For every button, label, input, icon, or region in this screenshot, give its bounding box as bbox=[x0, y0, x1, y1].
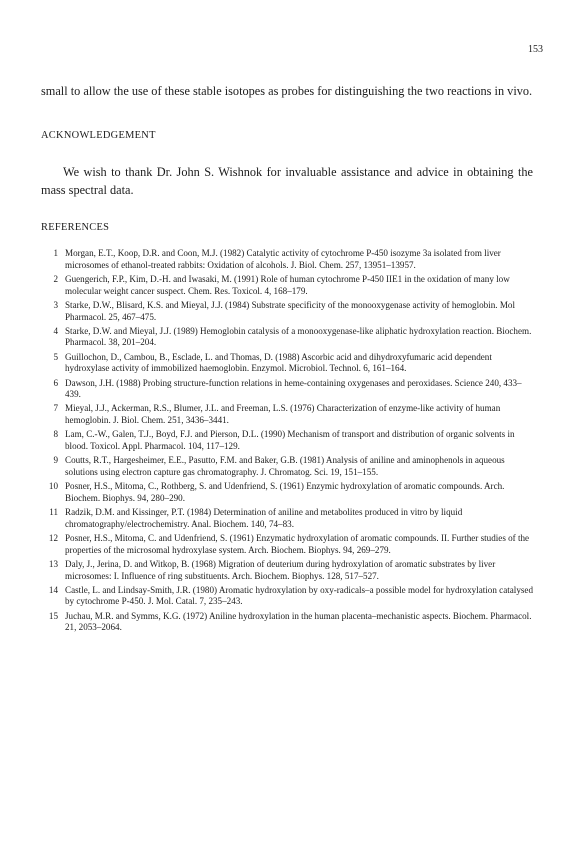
reference-number: 8 bbox=[53, 429, 58, 440]
reference-number: 15 bbox=[48, 610, 58, 621]
reference-item-5 bbox=[41, 352, 535, 375]
reference-item-7 bbox=[41, 403, 535, 426]
reference-text: Posner, H.S., Mitoma, C. and Udenfriend, S. (1961) Enzymatic hydroxylation of aromatic compounds. II. Further studies of the properties of the microsomal hydroxylase system. Arch. Biochem. Biophys. 94, 269–279. bbox=[65, 532, 530, 555]
reference-text: Daly, J., Jerina, D. and Witkop, B. (1968) Migration of deuterium during hydroxylation of aromatic substrates by liver microsomes: I. Influence of ring substituents. Arch. Biochem. Biophys. 128, 517–527. bbox=[65, 558, 496, 581]
reference-text: Morgan, E.T., Koop, D.R. and Coon, M.J. (1982) Catalytic activity of cytochrome P-450 isozyme 3a isolated from liver microsomes of ethanol-treated rabbits: Oxidation of alcohols. J. Biol. Chem. 257, 13951–13957. bbox=[65, 248, 501, 270]
reference-list bbox=[41, 248, 535, 637]
reference-number: 5 bbox=[53, 351, 58, 362]
reference-number: 13 bbox=[48, 558, 58, 569]
reference-text: Posner, H.S., Mitoma, C., Rothberg, S. and Udenfriend, S. (1961) Enzymic hydroxylation of aromatic compounds. Arch. Biochem. Biophys. 94, 280–290. bbox=[65, 481, 505, 503]
reference-number: 10 bbox=[48, 481, 58, 492]
reference-text: Starke, D.W. and Mieyal, J.J. (1989) Hemoglobin catalysis of a monooxygenase-like aliphatic hydroxylation reaction. Biochem. Pharmacol. 38, 201–204. bbox=[65, 325, 532, 348]
reference-item-1 bbox=[41, 248, 535, 271]
reference-item-15 bbox=[41, 611, 535, 634]
reference-number: 1 bbox=[53, 248, 58, 258]
acknowledgement-text: We wish to thank Dr. John S. Wishnok for invaluable assistance and advice in obtaining the mass spectral data. bbox=[41, 165, 533, 197]
reference-number: 9 bbox=[53, 455, 58, 466]
reference-number: 3 bbox=[53, 299, 58, 310]
reference-item-4 bbox=[41, 326, 535, 349]
reference-item-13 bbox=[41, 559, 535, 582]
reference-text: Dawson, J.H. (1988) Probing structure-function relations in heme-containing oxygenases and peroxidases. Science 240, 433–439. bbox=[65, 377, 522, 400]
reference-number: 12 bbox=[48, 532, 58, 543]
reference-item-2 bbox=[41, 274, 535, 297]
reference-number: 14 bbox=[48, 584, 58, 595]
reference-text: Castle, L. and Lindsay-Smith, J.R. (1980) Aromatic hydroxylation by oxy-radicals–a possible model for hydroxylation catalysed by cytochrome P-450. J. Mol. Catal. 7, 235–243. bbox=[65, 584, 533, 607]
reference-number: 7 bbox=[53, 403, 58, 414]
reference-text: Starke, D.W., Blisard, K.S. and Mieyal, J.J. (1984) Substrate specificity of the monooxygenase activity of hemoglobin. Mol Pharmacol. 25, 467–475. bbox=[65, 299, 515, 322]
reference-text: Guengerich, F.P., Kim, D.-H. and Iwasaki, M. (1991) Role of human cytochrome P-450 IIE1 in the oxidation of many low molecular weight cancer suspect. Chem. Res. Toxicol. 4, 168–179. bbox=[65, 273, 510, 296]
reference-text: Coutts, R.T., Hargesheimer, E.E., Pasutto, F.M. and Baker, G.B. (1981) Analysis of aniline and aminophenols in aqueous solutions using electron capture gas chromatography. J. Chromatog. Sci. 19, 151–155. bbox=[65, 455, 505, 477]
reference-number: 4 bbox=[53, 325, 58, 336]
reference-item-3 bbox=[41, 300, 535, 323]
reference-number: 6 bbox=[53, 377, 58, 388]
reference-text: Mieyal, J.J., Ackerman, R.S., Blumer, J.L. and Freeman, L.S. (1976) Characterization of enzyme-like activity of human hemoglobin. J. Biol. Chem. 251, 3436–3441. bbox=[65, 403, 501, 426]
reference-item-9 bbox=[41, 455, 535, 478]
reference-item-12 bbox=[41, 533, 535, 556]
reference-item-6 bbox=[41, 378, 535, 401]
reference-item-8 bbox=[41, 429, 535, 452]
reference-text: Guillochon, D., Cambou, B., Esclade, L. and Thomas, D. (1988) Ascorbic acid and dihydroxyfumaric acid dependent hydroxylase activity of immobilized haemoglobin. Enzymol. Microbiol. Technol. 6, 161–164. bbox=[65, 351, 492, 374]
acknowledgement-heading: ACKNOWLEDGEMENT bbox=[41, 130, 156, 141]
reference-text: Juchau, M.R. and Symms, K.G. (1972) Aniline hydroxylation in the human placenta–mechanistic aspects. Biochem. Pharmacol. 21, 2053–2064. bbox=[65, 610, 532, 633]
reference-item-11 bbox=[41, 507, 535, 530]
intro-paragraph: small to allow the use of these stable isotopes as probes for distinguishing the two reactions in vivo. bbox=[41, 84, 533, 98]
references-heading: REFERENCES bbox=[41, 222, 110, 233]
reference-text: Radzik, D.M. and Kissinger, P.T. (1984) Determination of aniline and metabolites produced in vitro by liquid chromatography/electrochemistry. Anal. Biochem. 140, 74–83. bbox=[65, 507, 463, 529]
page-number: 153 bbox=[528, 44, 543, 55]
reference-item-10 bbox=[41, 481, 535, 504]
reference-item-14 bbox=[41, 585, 535, 608]
reference-text: Lam, C.-W., Galen, T.J., Boyd, F.J. and Pierson, D.L. (1990) Mechanism of transport and distribution of organic solvents in blood. Toxicol. Appl. Pharmacol. 104, 117–129. bbox=[65, 429, 515, 452]
reference-number: 11 bbox=[49, 507, 58, 518]
reference-number: 2 bbox=[53, 273, 58, 284]
